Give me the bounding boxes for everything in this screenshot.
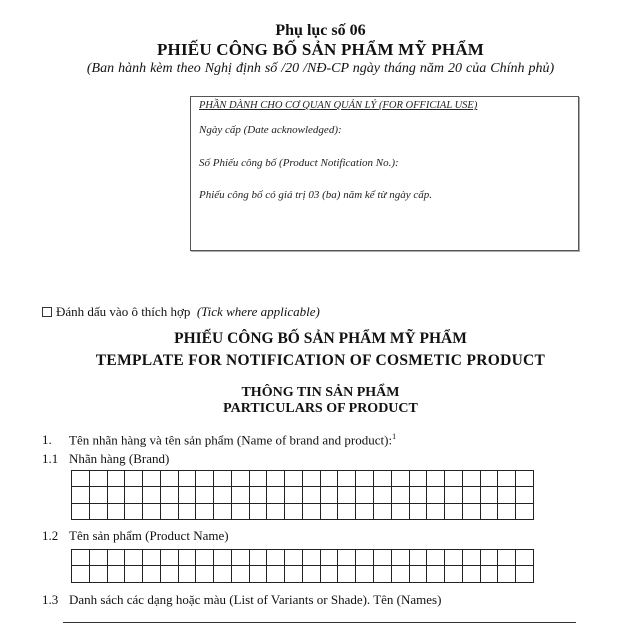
form-title-vi: PHIẾU CÔNG BỐ SẢN PHẨM MỸ PHẨM	[174, 330, 467, 347]
checkbox-icon	[42, 307, 52, 317]
grid-cell[interactable]	[303, 550, 321, 566]
grid-cell[interactable]	[392, 566, 410, 582]
official-use-box	[190, 96, 579, 251]
grid-cell[interactable]	[321, 471, 339, 487]
grid-cell[interactable]	[481, 487, 499, 503]
grid-cell[interactable]	[463, 504, 481, 520]
grid-cell[interactable]	[90, 566, 108, 582]
grid-cell[interactable]	[356, 471, 374, 487]
section-title-vi: THÔNG TIN SẢN PHẨM	[241, 385, 400, 400]
grid-cell[interactable]	[427, 550, 445, 566]
grid-cell[interactable]	[356, 550, 374, 566]
grid-cell[interactable]	[108, 471, 126, 487]
notification-number-label: Số Phiếu công bố (Product Notification No.):	[199, 157, 399, 169]
grid-cell[interactable]	[90, 550, 108, 566]
grid-cell[interactable]	[232, 487, 250, 503]
grid-cell[interactable]	[303, 566, 321, 582]
grid-cell[interactable]	[392, 504, 410, 520]
grid-cell[interactable]	[303, 504, 321, 520]
grid-cell[interactable]	[179, 550, 197, 566]
grid-cell[interactable]	[356, 487, 374, 503]
grid-cell[interactable]	[285, 550, 303, 566]
grid-cell[interactable]	[232, 471, 250, 487]
question-1-3	[42, 592, 441, 608]
appendix-label: Phụ lục số 06	[275, 22, 366, 39]
grid-cell[interactable]	[250, 471, 268, 487]
grid-cell[interactable]	[374, 550, 392, 566]
grid-cell[interactable]	[356, 566, 374, 582]
grid-cell[interactable]	[498, 566, 516, 582]
grid-cell[interactable]	[267, 550, 285, 566]
grid-cell[interactable]	[481, 566, 499, 582]
grid-cell[interactable]	[427, 504, 445, 520]
grid-cell[interactable]	[321, 487, 339, 503]
grid-cell[interactable]	[481, 550, 499, 566]
grid-cell[interactable]	[516, 487, 534, 503]
grid-cell[interactable]	[161, 471, 179, 487]
form-title-en: TEMPLATE FOR NOTIFICATION OF COSMETIC PRODUCT	[95, 352, 546, 369]
grid-cell[interactable]	[143, 550, 161, 566]
grid-cell[interactable]	[179, 471, 197, 487]
grid-cell[interactable]	[410, 487, 428, 503]
grid-cell[interactable]	[338, 471, 356, 487]
grid-cell[interactable]	[516, 550, 534, 566]
tick-instruction	[42, 304, 320, 320]
grid-cell[interactable]	[267, 487, 285, 503]
footnote-marker: 1	[392, 432, 397, 441]
grid-cell[interactable]	[161, 487, 179, 503]
grid-cell[interactable]	[250, 487, 268, 503]
grid-cell[interactable]	[285, 487, 303, 503]
grid-cell[interactable]	[445, 487, 463, 503]
grid-cell[interactable]	[72, 566, 90, 582]
brand-entry-grid[interactable]	[71, 470, 534, 520]
question-1-3-label: Danh sách các dạng hoặc màu (List of Variants or Shade). Tên (Names)	[69, 592, 442, 607]
question-1-1-label: Nhãn hàng (Brand)	[69, 451, 170, 466]
grid-cell[interactable]	[498, 487, 516, 503]
grid-cell[interactable]	[214, 504, 232, 520]
grid-cell[interactable]	[498, 471, 516, 487]
grid-cell[interactable]	[232, 566, 250, 582]
grid-cell[interactable]	[374, 566, 392, 582]
question-1	[42, 432, 396, 448]
grid-cell[interactable]	[392, 471, 410, 487]
grid-cell[interactable]	[516, 566, 534, 582]
grid-cell[interactable]	[143, 487, 161, 503]
grid-cell[interactable]	[463, 566, 481, 582]
grid-cell[interactable]	[267, 566, 285, 582]
grid-cell[interactable]	[179, 566, 197, 582]
grid-cell[interactable]	[303, 487, 321, 503]
grid-cell[interactable]	[90, 487, 108, 503]
product-name-entry-grid[interactable]	[71, 549, 534, 583]
question-1-2-number: 1.2	[42, 528, 59, 543]
validity-note: Phiếu công bố có giá trị 03 (ba) năm kể từ ngày cấp.	[199, 189, 432, 201]
grid-cell[interactable]	[427, 471, 445, 487]
grid-cell[interactable]	[445, 504, 463, 520]
grid-cell[interactable]	[321, 504, 339, 520]
grid-cell[interactable]	[410, 504, 428, 520]
grid-cell[interactable]	[232, 504, 250, 520]
grid-cell[interactable]	[214, 471, 232, 487]
grid-cell[interactable]	[410, 550, 428, 566]
grid-cell[interactable]	[232, 550, 250, 566]
grid-cell[interactable]	[72, 487, 90, 503]
grid-cell[interactable]	[125, 550, 143, 566]
grid-cell[interactable]	[498, 550, 516, 566]
grid-cell[interactable]	[250, 504, 268, 520]
grid-cell[interactable]	[214, 566, 232, 582]
grid-cell[interactable]	[338, 504, 356, 520]
grid-cell[interactable]	[267, 471, 285, 487]
grid-cell[interactable]	[143, 504, 161, 520]
grid-cell[interactable]	[481, 504, 499, 520]
grid-cell[interactable]	[179, 487, 197, 503]
question-1-1-number: 1.1	[42, 451, 59, 466]
grid-cell[interactable]	[196, 504, 214, 520]
grid-cell[interactable]	[267, 504, 285, 520]
question-1-2	[42, 528, 229, 544]
question-1-label: Tên nhãn hàng và tên sản phẩm (Name of brand and product):	[69, 432, 393, 448]
grid-cell[interactable]	[108, 504, 126, 520]
grid-cell[interactable]	[392, 487, 410, 503]
grid-cell[interactable]	[321, 566, 339, 582]
grid-cell[interactable]	[338, 550, 356, 566]
grid-cell[interactable]	[356, 504, 374, 520]
grid-cell[interactable]	[196, 550, 214, 566]
grid-cell[interactable]	[214, 550, 232, 566]
grid-cell[interactable]	[374, 487, 392, 503]
grid-cell[interactable]	[516, 471, 534, 487]
grid-cell[interactable]	[196, 471, 214, 487]
question-1-1	[42, 451, 169, 467]
grid-cell[interactable]	[463, 471, 481, 487]
question-1-2-label: Tên sản phẩm (Product Name)	[69, 528, 229, 543]
grid-cell[interactable]	[392, 550, 410, 566]
grid-cell[interactable]	[427, 487, 445, 503]
grid-cell[interactable]	[445, 566, 463, 582]
grid-cell[interactable]	[143, 566, 161, 582]
question-1-number: 1.	[42, 432, 52, 448]
grid-cell[interactable]	[161, 550, 179, 566]
grid-cell[interactable]	[374, 471, 392, 487]
grid-cell[interactable]	[498, 504, 516, 520]
variants-answer-line[interactable]	[63, 622, 576, 623]
grid-cell[interactable]	[338, 487, 356, 503]
grid-cell[interactable]	[321, 550, 339, 566]
grid-cell[interactable]	[108, 550, 126, 566]
grid-cell[interactable]	[303, 471, 321, 487]
grid-cell[interactable]	[90, 504, 108, 520]
issued-by-note: (Ban hành kèm theo Nghị định số /20 /NĐ-CP ngày tháng năm 20 của Chính phủ)	[86, 61, 555, 76]
grid-cell[interactable]	[72, 471, 90, 487]
grid-cell[interactable]	[374, 504, 392, 520]
grid-cell[interactable]	[196, 487, 214, 503]
grid-cell[interactable]	[516, 504, 534, 520]
grid-cell[interactable]	[125, 471, 143, 487]
tick-instruction-en: (Tick where applicable)	[196, 304, 320, 319]
grid-cell[interactable]	[108, 487, 126, 503]
grid-cell[interactable]	[179, 504, 197, 520]
grid-cell[interactable]	[463, 550, 481, 566]
grid-cell[interactable]	[214, 487, 232, 503]
grid-cell[interactable]	[161, 504, 179, 520]
grid-cell[interactable]	[285, 504, 303, 520]
grid-cell[interactable]	[463, 487, 481, 503]
grid-cell[interactable]	[90, 471, 108, 487]
grid-cell[interactable]	[445, 471, 463, 487]
grid-cell[interactable]	[161, 566, 179, 582]
official-use-heading: PHẦN DÀNH CHO CƠ QUAN QUẢN LÝ (FOR OFFICIAL USE)	[199, 100, 478, 111]
grid-cell[interactable]	[108, 566, 126, 582]
grid-cell[interactable]	[250, 566, 268, 582]
grid-cell[interactable]	[72, 550, 90, 566]
grid-cell[interactable]	[125, 566, 143, 582]
grid-cell[interactable]	[285, 471, 303, 487]
grid-cell[interactable]	[285, 566, 303, 582]
grid-cell[interactable]	[481, 471, 499, 487]
document-title: PHIẾU CÔNG BỐ SẢN PHẨM MỸ PHẨM	[156, 40, 485, 59]
grid-cell[interactable]	[410, 566, 428, 582]
grid-cell[interactable]	[427, 566, 445, 582]
grid-cell[interactable]	[410, 471, 428, 487]
section-title-en: PARTICULARS OF PRODUCT	[223, 401, 418, 416]
grid-cell[interactable]	[250, 550, 268, 566]
grid-cell[interactable]	[72, 504, 90, 520]
grid-cell[interactable]	[196, 566, 214, 582]
grid-cell[interactable]	[125, 487, 143, 503]
grid-cell[interactable]	[125, 504, 143, 520]
grid-cell[interactable]	[143, 471, 161, 487]
grid-cell[interactable]	[445, 550, 463, 566]
date-acknowledged-label: Ngày cấp (Date acknowledged):	[199, 124, 342, 136]
tick-instruction-vi: Đánh dấu vào ô thích hợp	[56, 304, 191, 319]
grid-cell[interactable]	[338, 566, 356, 582]
question-1-3-number: 1.3	[42, 592, 59, 607]
